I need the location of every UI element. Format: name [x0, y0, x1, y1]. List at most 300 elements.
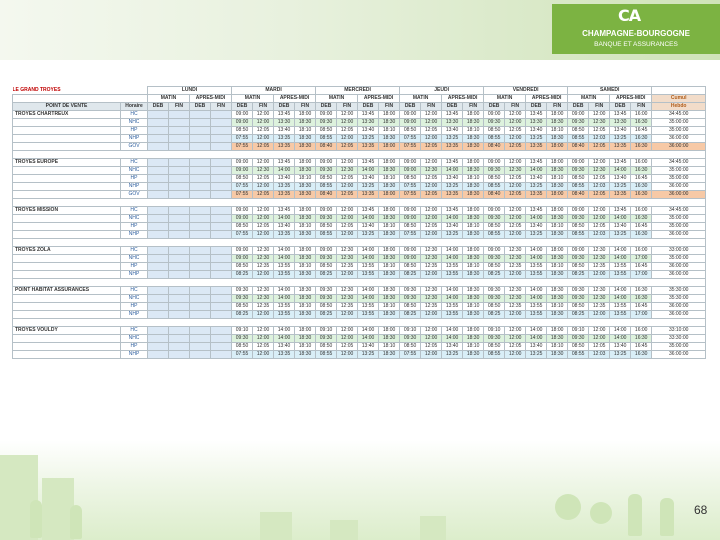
- weekly-total: 36:00:00: [652, 303, 706, 311]
- time-cell: 08:25: [484, 311, 505, 319]
- time-cell: 13:35: [274, 351, 295, 359]
- time-cell: 08:50: [484, 263, 505, 271]
- time-cell: 18:30: [463, 335, 484, 343]
- time-cell: 08:40: [568, 143, 589, 151]
- schedule-row: [13, 327, 706, 335]
- time-cell: 18:30: [379, 295, 400, 303]
- time-cell: 12:00: [253, 119, 274, 127]
- time-cell: 13:40: [610, 223, 631, 231]
- time-cell: 09:30: [316, 255, 337, 263]
- weekly-total: 34:45:00: [652, 111, 706, 119]
- time-cell: 13:45: [442, 159, 463, 167]
- time-cell: 18:10: [547, 223, 568, 231]
- time-cell: 12:00: [589, 215, 610, 223]
- period-apres-midi: APRES-MIDI: [442, 95, 484, 103]
- time-cell: 18:10: [379, 127, 400, 135]
- time-cell: 13:40: [526, 223, 547, 231]
- time-cell: 13:35: [274, 191, 295, 199]
- site-name-blank: [13, 343, 121, 351]
- time-cell: 18:30: [295, 351, 316, 359]
- time-cell: 14:00: [442, 295, 463, 303]
- time-cell: 13:30: [526, 119, 547, 127]
- weekly-total: 36:00:00: [652, 271, 706, 279]
- time-cell-lundi: [211, 295, 232, 303]
- site-name-blank: [13, 127, 121, 135]
- time-cell: 09:00: [400, 167, 421, 175]
- header-spacer: [13, 95, 148, 103]
- time-cell: 12:30: [421, 167, 442, 175]
- weekly-total: 35:00:00: [652, 127, 706, 135]
- site-name: TROYES EUROPE: [13, 159, 121, 167]
- time-cell: 18:00: [463, 159, 484, 167]
- time-cell: 12:00: [589, 159, 610, 167]
- time-cell: 09:10: [484, 327, 505, 335]
- time-cell: 12:03: [589, 351, 610, 359]
- time-cell-lundi: [148, 303, 169, 311]
- time-cell: 09:00: [232, 159, 253, 167]
- time-cell: 13:40: [526, 175, 547, 183]
- time-cell: 13:40: [610, 343, 631, 351]
- section-gap: [13, 319, 706, 327]
- section-gap: [13, 279, 706, 287]
- fin-header: FIN: [295, 103, 316, 111]
- time-cell: 18:30: [379, 135, 400, 143]
- time-cell: 13:35: [526, 191, 547, 199]
- time-cell-lundi: [169, 247, 190, 255]
- time-cell: 12:05: [505, 191, 526, 199]
- time-cell: 13:40: [610, 175, 631, 183]
- time-cell: 12:00: [505, 231, 526, 239]
- person-silhouette-icon: [70, 505, 82, 539]
- horaire-type: NHC: [121, 167, 148, 175]
- logo-mark-icon: CA: [618, 6, 641, 25]
- time-cell: 18:30: [463, 351, 484, 359]
- time-cell: 16:45: [631, 263, 652, 271]
- time-cell: 08:40: [568, 191, 589, 199]
- schedule-body: [13, 111, 706, 359]
- time-cell: 13:35: [274, 183, 295, 191]
- time-cell: 12:00: [421, 119, 442, 127]
- gap-cell: [13, 319, 706, 327]
- time-cell: 14:00: [442, 215, 463, 223]
- time-cell: 09:00: [400, 247, 421, 255]
- time-cell: 08:55: [484, 351, 505, 359]
- time-cell: 13:55: [610, 303, 631, 311]
- time-cell-lundi: [190, 343, 211, 351]
- time-cell: 08:50: [568, 343, 589, 351]
- time-cell: 12:05: [421, 175, 442, 183]
- time-cell: 14:00: [610, 255, 631, 263]
- time-cell: 14:00: [610, 247, 631, 255]
- time-cell: 12:00: [253, 207, 274, 215]
- fin-header: FIN: [631, 103, 652, 111]
- time-cell: 12:05: [589, 343, 610, 351]
- site-name-blank: [13, 167, 121, 175]
- time-cell: 08:40: [316, 143, 337, 151]
- time-cell: 18:30: [379, 183, 400, 191]
- time-cell: 13:45: [358, 207, 379, 215]
- time-cell: 12:00: [589, 111, 610, 119]
- cumul-sub-header: Hebdo: [652, 103, 706, 111]
- time-cell: 18:30: [463, 135, 484, 143]
- horaire-type: HP: [121, 343, 148, 351]
- horaire-type: NHC: [121, 335, 148, 343]
- site-name-blank: [13, 175, 121, 183]
- time-cell: 13:35: [274, 135, 295, 143]
- time-cell: 18:30: [463, 287, 484, 295]
- time-cell: 09:00: [400, 119, 421, 127]
- time-cell: 13:25: [526, 183, 547, 191]
- site-name-blank: [13, 183, 121, 191]
- time-cell: 18:00: [463, 111, 484, 119]
- deb-header: DEB: [358, 103, 379, 111]
- horaire-type: NHP: [121, 231, 148, 239]
- period-matin: MATIN: [400, 95, 442, 103]
- time-cell: 18:10: [295, 127, 316, 135]
- time-cell: 13:25: [358, 351, 379, 359]
- time-cell-lundi: [211, 255, 232, 263]
- horaire-type: HC: [121, 111, 148, 119]
- point-de-vente-header: POINT DE VENTE: [13, 103, 121, 111]
- time-cell: 13:45: [274, 207, 295, 215]
- site-name-blank: [13, 223, 121, 231]
- time-cell: 08:50: [316, 175, 337, 183]
- time-cell: 12:00: [253, 159, 274, 167]
- time-cell: 14:00: [358, 215, 379, 223]
- time-cell-lundi: [211, 167, 232, 175]
- time-cell: 12:00: [505, 215, 526, 223]
- time-cell: 18:30: [547, 255, 568, 263]
- time-cell: 09:30: [568, 295, 589, 303]
- person-silhouette-icon: [660, 498, 674, 536]
- time-cell: 09:30: [568, 287, 589, 295]
- time-cell: 08:50: [400, 303, 421, 311]
- time-cell: 13:25: [358, 135, 379, 143]
- time-cell: 14:00: [358, 167, 379, 175]
- time-cell: 14:00: [442, 335, 463, 343]
- fin-header: FIN: [379, 103, 400, 111]
- time-cell-lundi: [169, 175, 190, 183]
- time-cell: 09:30: [232, 295, 253, 303]
- time-cell: 09:30: [316, 167, 337, 175]
- time-cell-lundi: [169, 303, 190, 311]
- time-cell-lundi: [211, 175, 232, 183]
- time-cell-lundi: [148, 191, 169, 199]
- time-cell: 16:00: [631, 159, 652, 167]
- horaire-type: HP: [121, 303, 148, 311]
- time-cell: 07:55: [232, 231, 253, 239]
- time-cell: 18:30: [547, 183, 568, 191]
- time-cell: 14:00: [442, 247, 463, 255]
- weekly-total: 35:00:00: [652, 175, 706, 183]
- time-cell: 13:25: [442, 183, 463, 191]
- time-cell-lundi: [190, 215, 211, 223]
- time-cell: 08:40: [316, 191, 337, 199]
- time-cell: 13:40: [358, 343, 379, 351]
- person-silhouette-icon: [628, 494, 642, 536]
- time-cell: 12:00: [337, 351, 358, 359]
- schedule-row: [13, 231, 706, 239]
- time-cell: 08:50: [484, 343, 505, 351]
- time-cell-lundi: [169, 255, 190, 263]
- time-cell: 12:00: [505, 351, 526, 359]
- time-cell: 13:55: [274, 263, 295, 271]
- weekly-total: 35:00:00: [652, 223, 706, 231]
- time-cell: 09:00: [232, 247, 253, 255]
- time-cell: 13:25: [610, 231, 631, 239]
- time-cell: 12:00: [253, 351, 274, 359]
- time-cell: 12:05: [589, 143, 610, 151]
- time-cell: 08:50: [232, 263, 253, 271]
- time-cell: 13:45: [358, 111, 379, 119]
- time-cell: 14:00: [610, 335, 631, 343]
- schedule-row: [13, 223, 706, 231]
- time-cell-lundi: [169, 135, 190, 143]
- sheet-title: LE GRAND TROYES: [13, 87, 148, 95]
- time-cell-lundi: [190, 183, 211, 191]
- weekly-total: 33:10:00: [652, 327, 706, 335]
- time-cell: 12:05: [421, 143, 442, 151]
- time-cell: 13:35: [610, 143, 631, 151]
- site-name-blank: [13, 135, 121, 143]
- time-cell: 09:10: [316, 327, 337, 335]
- time-cell-lundi: [190, 263, 211, 271]
- time-cell-lundi: [169, 143, 190, 151]
- time-cell: 09:00: [400, 255, 421, 263]
- cumul-spacer: [652, 87, 706, 95]
- time-cell: 09:30: [484, 287, 505, 295]
- time-cell: 12:00: [421, 183, 442, 191]
- time-cell: 18:00: [547, 191, 568, 199]
- time-cell: 08:50: [316, 263, 337, 271]
- time-cell: 07:55: [400, 351, 421, 359]
- time-cell: 12:00: [337, 335, 358, 343]
- schedule-row: [13, 247, 706, 255]
- time-cell: 07:55: [232, 191, 253, 199]
- time-cell: 13:40: [610, 127, 631, 135]
- time-cell: 12:05: [505, 175, 526, 183]
- time-cell: 18:30: [379, 215, 400, 223]
- time-cell: 18:00: [295, 247, 316, 255]
- time-cell: 09:00: [316, 207, 337, 215]
- time-cell: 09:00: [400, 215, 421, 223]
- time-cell: 07:55: [232, 183, 253, 191]
- time-cell-lundi: [148, 119, 169, 127]
- weekly-total: 33:00:00: [652, 247, 706, 255]
- time-cell: 12:05: [505, 143, 526, 151]
- time-cell: 12:00: [337, 327, 358, 335]
- time-cell: 12:00: [505, 335, 526, 343]
- time-cell: 18:00: [379, 207, 400, 215]
- fin-header: FIN: [589, 103, 610, 111]
- brand-subtitle: BANQUE ET ASSURANCES: [594, 41, 678, 48]
- time-cell: 12:05: [337, 175, 358, 183]
- time-cell-lundi: [169, 215, 190, 223]
- time-cell: 13:45: [442, 111, 463, 119]
- day-header-mercredi: MERCREDI: [316, 87, 400, 95]
- time-cell: 12:05: [589, 191, 610, 199]
- time-cell: 08:55: [484, 183, 505, 191]
- tree-icon: [590, 502, 612, 524]
- time-cell: 09:30: [484, 295, 505, 303]
- time-cell: 16:30: [631, 231, 652, 239]
- time-cell-lundi: [169, 271, 190, 279]
- time-cell: 09:00: [232, 207, 253, 215]
- time-cell: 09:30: [232, 287, 253, 295]
- time-cell: 18:30: [463, 167, 484, 175]
- day-header-mardi: MARDI: [232, 87, 316, 95]
- time-cell: 12:00: [253, 231, 274, 239]
- time-cell: 14:00: [442, 255, 463, 263]
- weekly-total: 36:00:00: [652, 263, 706, 271]
- time-cell: 08:55: [568, 135, 589, 143]
- time-cell-lundi: [148, 295, 169, 303]
- time-cell: 09:00: [568, 247, 589, 255]
- time-cell-lundi: [169, 231, 190, 239]
- time-cell: 18:30: [379, 311, 400, 319]
- site-name-blank: [13, 303, 121, 311]
- time-cell: 07:55: [232, 135, 253, 143]
- time-cell: 13:25: [358, 183, 379, 191]
- time-cell: 14:00: [274, 295, 295, 303]
- time-cell-lundi: [148, 231, 169, 239]
- time-cell: 12:00: [505, 207, 526, 215]
- site-name: TROYES ZOLA: [13, 247, 121, 255]
- time-cell: 18:10: [295, 175, 316, 183]
- time-cell: 18:00: [295, 111, 316, 119]
- time-cell: 16:00: [631, 247, 652, 255]
- time-cell: 12:30: [505, 247, 526, 255]
- time-cell: 18:00: [379, 247, 400, 255]
- horaire-type: HP: [121, 127, 148, 135]
- time-cell-lundi: [211, 263, 232, 271]
- time-cell: 14:00: [274, 215, 295, 223]
- time-cell-lundi: [190, 127, 211, 135]
- weekly-total: 36:00:00: [652, 143, 706, 151]
- schedule-row: [13, 287, 706, 295]
- time-cell: 12:05: [505, 223, 526, 231]
- period-matin: MATIN: [484, 95, 526, 103]
- time-cell: 12:30: [421, 287, 442, 295]
- time-cell: 18:30: [379, 255, 400, 263]
- time-cell: 13:35: [358, 143, 379, 151]
- weekly-total: 36:00:00: [652, 183, 706, 191]
- time-cell: 12:00: [337, 207, 358, 215]
- site-name-blank: [13, 351, 121, 359]
- time-cell: 14:00: [610, 167, 631, 175]
- day-header-samedi: SAMEDI: [568, 87, 652, 95]
- time-cell: 16:30: [631, 143, 652, 151]
- time-cell: 12:05: [337, 343, 358, 351]
- period-matin: MATIN: [568, 95, 610, 103]
- time-cell: 13:55: [358, 271, 379, 279]
- time-cell: 13:55: [274, 303, 295, 311]
- time-cell: 13:55: [358, 263, 379, 271]
- time-cell: 13:25: [526, 135, 547, 143]
- time-cell-lundi: [169, 207, 190, 215]
- time-cell-lundi: [148, 183, 169, 191]
- horaire-type: NHC: [121, 215, 148, 223]
- time-cell: 18:00: [379, 143, 400, 151]
- time-cell: 14:00: [358, 287, 379, 295]
- period-matin: MATIN: [232, 95, 274, 103]
- time-cell: 12:00: [253, 335, 274, 343]
- schedule-row: [13, 119, 706, 127]
- time-cell-lundi: [148, 215, 169, 223]
- time-cell-lundi: [148, 287, 169, 295]
- schedule-row: [13, 127, 706, 135]
- time-cell: 14:00: [526, 327, 547, 335]
- time-cell: 08:55: [316, 231, 337, 239]
- time-cell: 14:00: [526, 167, 547, 175]
- time-cell: 12:00: [253, 135, 274, 143]
- time-cell: 08:50: [484, 303, 505, 311]
- gap-cell: [13, 199, 706, 207]
- time-cell-lundi: [169, 295, 190, 303]
- time-cell: 12:05: [589, 127, 610, 135]
- time-cell: 12:30: [421, 247, 442, 255]
- time-cell-lundi: [190, 287, 211, 295]
- time-cell: 13:55: [274, 271, 295, 279]
- time-cell: 08:25: [316, 311, 337, 319]
- time-cell-lundi: [190, 191, 211, 199]
- time-cell: 12:00: [337, 271, 358, 279]
- time-cell: 12:00: [421, 215, 442, 223]
- time-cell: 12:00: [505, 111, 526, 119]
- time-cell-lundi: [169, 119, 190, 127]
- time-cell: 18:30: [295, 295, 316, 303]
- time-cell: 09:30: [232, 335, 253, 343]
- time-cell-lundi: [169, 343, 190, 351]
- time-cell: 12:05: [589, 175, 610, 183]
- period-apres-midi: APRES-MIDI: [274, 95, 316, 103]
- time-cell: 09:30: [484, 119, 505, 127]
- time-cell: 16:30: [631, 183, 652, 191]
- time-cell: 13:55: [526, 311, 547, 319]
- time-cell: 18:30: [463, 255, 484, 263]
- time-cell: 08:50: [232, 127, 253, 135]
- time-cell: 12:05: [253, 143, 274, 151]
- day-header-vendredi: VENDREDI: [484, 87, 568, 95]
- time-cell-lundi: [211, 327, 232, 335]
- time-cell: 12:00: [505, 327, 526, 335]
- time-cell: 14:00: [610, 327, 631, 335]
- time-cell: 18:30: [463, 143, 484, 151]
- time-cell: 07:55: [400, 231, 421, 239]
- time-cell: 12:00: [337, 119, 358, 127]
- time-cell: 12:05: [421, 343, 442, 351]
- schedule-row: [13, 311, 706, 319]
- schedule-row: [13, 295, 706, 303]
- time-cell-lundi: [190, 143, 211, 151]
- schedule-row: [13, 303, 706, 311]
- schedule-row: [13, 159, 706, 167]
- time-cell-lundi: [211, 135, 232, 143]
- time-cell: 09:00: [484, 111, 505, 119]
- time-cell: 18:30: [547, 351, 568, 359]
- time-cell: 08:25: [232, 271, 253, 279]
- time-cell-lundi: [190, 335, 211, 343]
- time-cell: 13:40: [526, 343, 547, 351]
- deb-header: DEB: [232, 103, 253, 111]
- time-cell: 13:55: [442, 271, 463, 279]
- time-cell: 14:00: [526, 247, 547, 255]
- time-cell: 08:50: [316, 303, 337, 311]
- period-apres-midi: APRES-MIDI: [190, 95, 232, 103]
- time-cell: 12:30: [589, 119, 610, 127]
- time-cell: 12:30: [589, 167, 610, 175]
- time-cell: 12:00: [505, 119, 526, 127]
